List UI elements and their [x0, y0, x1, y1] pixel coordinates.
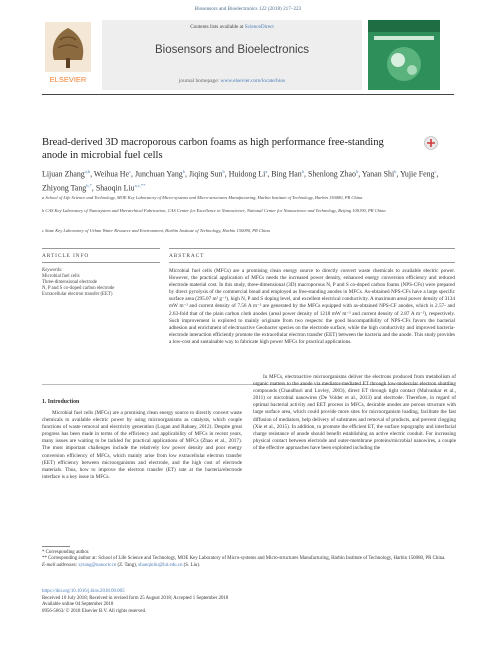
journal-info-box: [102, 20, 362, 90]
homepage-link[interactable]: www.elsevier.com/locate/bios: [220, 78, 286, 84]
section-heading: 1. Introduction: [42, 399, 80, 405]
author-name[interactable]: Lijuan Zhang: [42, 169, 85, 179]
author-name[interactable]: Shenlong Zhao: [307, 169, 356, 179]
abstract-header: ABSTRACT: [169, 253, 205, 259]
author-name[interactable]: Junchuan Yang: [134, 169, 183, 179]
email-link[interactable]: shaoqinliu@hit.edu.cn: [138, 562, 183, 568]
keyword: Microbial fuel cells: [42, 274, 80, 279]
abstract-divider-top: [169, 248, 455, 249]
author-affiliation-marker: b: [394, 169, 397, 174]
journal-cover-image: [368, 20, 440, 90]
publication-info: [42, 589, 342, 615]
affiliation-a: a School of Life Science and Technology, MOE Key Laboratory of Micro-systems and Micro-structures Manufacturing, Harbin Institute of Technology, Harbin 150080, PR China: [42, 195, 363, 200]
copyright: 0956-5663/ © 2018 Elsevier B.V. All rights reserved.: [42, 608, 147, 614]
author-name[interactable]: Jiqing Sun: [188, 169, 223, 179]
abstract-divider-bottom: [169, 262, 455, 263]
footnotes: [42, 550, 452, 569]
author-name[interactable]: Yujie Feng: [400, 169, 435, 179]
author-affiliation-marker: b: [355, 169, 359, 174]
contents-line: Contents lists available at ScienceDirect: [190, 24, 274, 30]
info-divider-top: [42, 248, 160, 249]
author-name[interactable]: Zhiyong Tang: [42, 183, 87, 193]
author-affiliation-marker: c: [129, 169, 131, 174]
author-name[interactable]: Huidong Li: [228, 169, 266, 179]
journal-homepage: journal homepage: www.elsevier.com/locate/bios: [178, 78, 286, 84]
masthead-divider: [42, 94, 454, 95]
author-affiliation-marker: a: [265, 169, 268, 174]
info-divider-bottom: [42, 262, 160, 263]
article-info-header: ARTICLE INFO: [42, 253, 90, 259]
article-title: Bread-derived 3D macroporous carbon foams as high performance free-standing anode in microbial fuel cells: [42, 137, 384, 161]
author-list: Lijuan Zhang$^{a,b}$, Weihua He$^c$, Junchuan Yang$^b$, Jiqing Sun$^b$, Huidong Li$^a$, Bing Han$^b$, Shenlong Zhao$^b$, Yanan Shi$^b$, Yujie Feng$^c$, Zhiyong Tang$^{b,*}$, Shaoqin Liu$^{a,c,**}$: [42, 169, 439, 193]
author-affiliation-marker: b: [182, 169, 185, 174]
intro-left-column: Microbial fuel cells (MFCs) are a promising clean energy source to directly convert waste chemicals to available electric power by using microorganisms as catalysts, which couple functions of waste removal and electricity generation (Logan and Rabaey, 2012). Despite great progress has been made in terms of the efficiency and applicability of MFCs in recent years, many issues are waiting to be tackled for practical applications of MFCs (Zhao et al., 2017). The most important challenges include the relatively low power density and poor energy conversion efficiency of MFCs, which mainly arise from low extracellular electron transfer (EET) efficiency between microorganisms and electrode, and the high cost of electrode materials. Thus, how to improve the electron transfer (ET) rate at the bacteria/electrode interface is a key issue in MFCs.: [42, 410, 242, 480]
svg-text:ELSEVIER: ELSEVIER: [49, 75, 87, 84]
keyword: N, P and S co-doped carbon electrode: [42, 286, 115, 292]
journal-title: Biosensors and Bioelectronics: [154, 44, 310, 56]
crossmark-icon[interactable]: [424, 136, 438, 150]
keyword: Three-dimensional electrode: [42, 280, 98, 286]
author-affiliation-marker: a,c,**: [134, 182, 146, 188]
author-name[interactable]: Weihua He: [93, 169, 129, 179]
author-name[interactable]: Yanan Shi: [361, 169, 395, 179]
footnote-corresponding-2: ** Corresponding author at: School of Life Science and Technology, MOE Key Laboratory of Micro-systems and Micro-structures Manufacturing, Harbin Institute of Technology, Harbin 150080, PR China.: [42, 556, 446, 562]
dates: Received 10 July 2018; Received in revised form 25 August 2018; Accepted 1 September 2018: [42, 595, 229, 601]
affiliation-c: c State Key Laboratory of Urban Water Resource and Environment, Harbin Institute of Technology, Harbin 150090, PR China: [42, 228, 270, 233]
journal-masthead: [42, 20, 440, 90]
abstract-text: Microbial fuel cells (MFCs) are a promising clean energy source to directly convert waste chemicals to available electric power. However, the practical application of MFCs needs the increased power density, enhanced energy conversion efficiency and reduced electrode material cost. In this study, three-dimensional (3D) macroporous N, P and S co-doped carbon foams (NPS-CFs) were prepared by direct pyrolysis of the commercial bread and employed as free-standing anodes in MFCs. As-obtained NPS-CFs have a large specific surface area (295.07 m² g⁻¹), high N, P and S doping level, and excellent electrical conductivity. A maximum areal power density of 3134 mW m⁻² and current density of 7.56 A m⁻² are generated by the MFCs equipped with as-obtained NPS-CF anodes, which is 2.57- and 2.63-fold that of the plain carbon cloth anodes (areal power density of 1218 mW m⁻² and current density of 2.87 A m⁻²), respectively. Such improvement is explored to mainly originate from two respects: the good biocompatibility of NPS-CFs favors the bacterial adhesion and enrichment of electroactive Geobacter species on the electrode surface, while the high conductivity and improved bacteria-electrode interaction efficiently promote the extracellular electron transfer (EET) between the bacteria and the anode. This study provides a low-cost and sustainable way to fabricate high power MFCs for practical applications.: [169, 268, 455, 345]
author-affiliation-marker: a,b: [84, 169, 91, 174]
author-affiliation-marker: c: [434, 169, 437, 174]
sciencedirect-link[interactable]: ScienceDirect: [244, 24, 274, 30]
keyword: Extracellular electron transfer (EET): [42, 292, 113, 298]
author-affiliation-marker: b,*: [86, 182, 92, 188]
author-affiliation-marker: b: [301, 169, 304, 174]
keywords-label: Keywords:: [42, 268, 63, 273]
online-date: Available online 04 September 2018: [42, 602, 114, 607]
keywords-list: [42, 274, 162, 298]
author-affiliation-marker: b: [222, 169, 225, 174]
doi-link[interactable]: https://doi.org/10.1016/j.bios.2018.09.005: [42, 589, 125, 594]
footnote-emails: E-mail addresses: zytang@nanoctr.cn (Z. Tang), shaoqinliu@hit.edu.cn (S. Liu).: [42, 562, 201, 568]
email-link[interactable]: zytang@nanoctr.cn: [78, 562, 117, 568]
elsevier-logo: [42, 20, 94, 90]
footnote-divider: [42, 546, 70, 547]
running-header: Biosensors and Bioelectronics 122 (2018) 217–223: [194, 6, 302, 12]
author-name[interactable]: Shaoqin Liu: [95, 183, 135, 193]
footnote-corresponding: * Corresponding author.: [42, 550, 90, 555]
author-name[interactable]: Bing Han: [271, 169, 302, 179]
affiliation-b: b CAS Key Laboratory of Nanosystem and Hierarchical Fabrication, CAS Center for Excellence in Nanoscience, National Center for Nanoscience and Technology, Beijing 100190, PR China: [42, 208, 386, 213]
intro-right-column: In MFCs, electroactive microorganisms deliver the electrons produced from metabolism of organic matters to the anode via mediator-mediated ET through low-molecular electron shuttling compounds (Chaudhuri and Lovley, 2003), direct ET through tight contact (Malvankar et al., 2011) or microbial nanowires (De Volder et al., 2013) and electrode. Therefore, in regard of optimal bacterial activity and EET process in MFCs, desirable anodes are porous structure with large surface area, which could provide more sites for microorganism loading, facilitate the fast diffusion of mediators, help delivery of substrates and removal of products, and prevent clogging (Xie et al., 2015). In addition, to promote the efficient ET, the surface topography and interfacial charge resistance of anode should benefit establishing an active electric conduit. For increasing physical contact between electrode and outer-membrane proteins/microbial nanowires, a couple of the effective approaches have been exploited including the: [253, 374, 456, 451]
